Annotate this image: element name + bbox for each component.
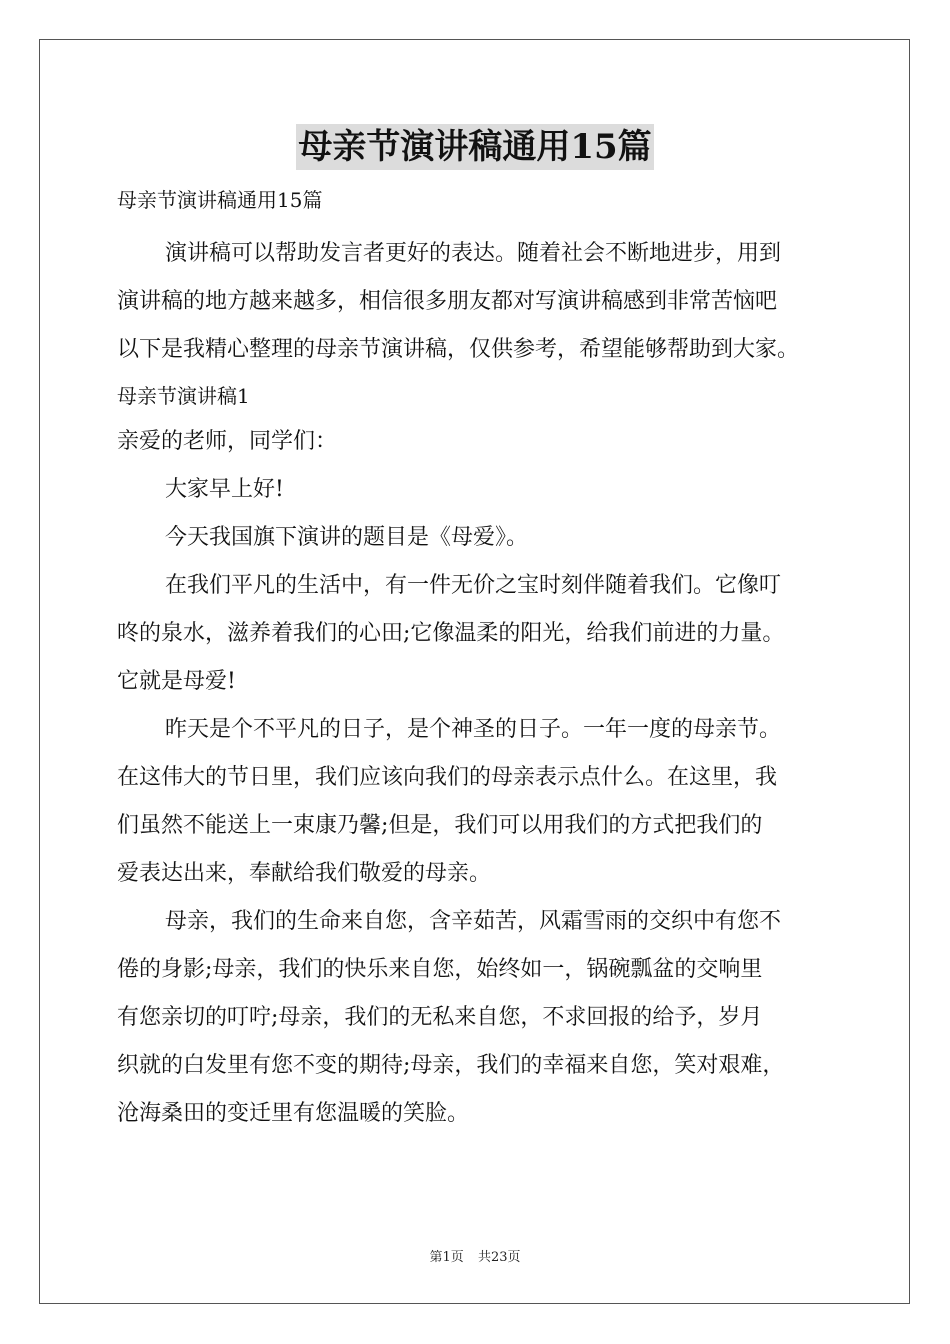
paragraph-line: 母亲，我们的生命来自您，含辛茹苦，风霜雪雨的交织中有您不 xyxy=(165,909,782,934)
paragraph-line: 演讲稿的地方越来越多，相信很多朋友都对写演讲稿感到非常苦恼吧 xyxy=(117,289,778,314)
paragraph-line: 演讲稿可以帮助发言者更好的表达。随着社会不断地进步，用到 xyxy=(165,241,782,266)
paragraph-line: 爱表达出来，奉献给我们敬爱的母亲。 xyxy=(117,861,492,886)
paragraph-line: 们虽然不能送上一束康乃馨;但是，我们可以用我们的方式把我们的 xyxy=(117,813,763,838)
page-number: 第1页 xyxy=(429,1250,464,1265)
paragraph-line: 亲爱的老师，同学们： xyxy=(117,429,338,454)
page-total: 共23页 xyxy=(477,1250,521,1265)
paragraph-line: 今天我国旗下演讲的题目是《母爱》。 xyxy=(165,525,529,550)
paragraph-line: 咚的泉水，滋养着我们的心田;它像温柔的阳光，给我们前进的力量。 xyxy=(117,621,785,646)
paragraph-line: 它就是母爱! xyxy=(117,669,236,694)
paragraph-line: 大家早上好! xyxy=(165,477,284,502)
title-container xyxy=(0,124,950,170)
paragraph-line: 沧海桑田的变迁里有您温暖的笑脸。 xyxy=(117,1101,470,1126)
paragraph-line: 以下是我精心整理的母亲节演讲稿，仅供参考，希望能够帮助到大家。 xyxy=(117,337,800,362)
paragraph-line: 倦的身影;母亲，我们的快乐来自您，始终如一，锅碗瓢盆的交响里 xyxy=(117,957,763,982)
section-heading: 母亲节演讲稿1 xyxy=(117,384,250,408)
page-footer xyxy=(0,1246,950,1265)
document-title: 母亲节演讲稿通用15篇 xyxy=(296,124,653,170)
paragraph-line: 织就的白发里有您不变的期待;母亲，我们的幸福来自您，笑对艰难， xyxy=(117,1053,785,1078)
subtitle-line: 母亲节演讲稿通用15篇 xyxy=(117,188,323,212)
paragraph-line: 昨天是个不平凡的日子，是个神圣的日子。一年一度的母亲节。 xyxy=(165,717,782,742)
paragraph-line: 有您亲切的叮咛;母亲，我们的无私来自您，不求回报的给予，岁月 xyxy=(117,1005,763,1030)
document-body xyxy=(117,178,857,1138)
paragraph-line: 在这伟大的节日里，我们应该向我们的母亲表示点什么。在这里，我 xyxy=(117,765,778,790)
paragraph-line: 在我们平凡的生活中，有一件无价之宝时刻伴随着我们。它像叮 xyxy=(165,573,782,598)
